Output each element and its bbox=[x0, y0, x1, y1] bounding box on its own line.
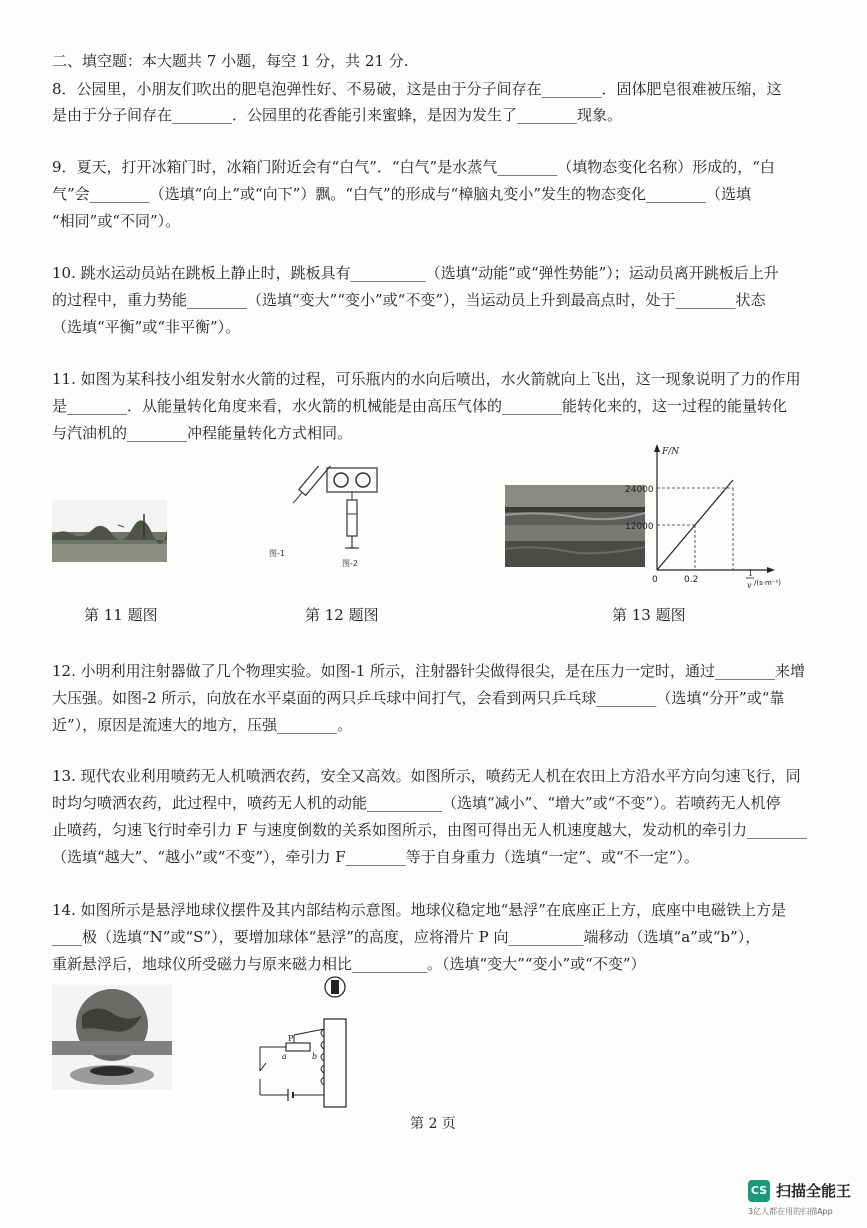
fig12-label-1: 图-1 bbox=[269, 549, 285, 558]
q12-line-1: 12. 小明利用注射器做了几个物理实验。如图-1 所示，注射器针尖做得很尖，是在压力一定时，通过________来增 bbox=[52, 662, 806, 680]
camscanner-name: 扫描全能王 bbox=[776, 1182, 852, 1200]
q13-line-4: （选填“越大”、“越小”或“不变”），牵引力 F________等于自身重力（选填“一定”、或“不一定”）。 bbox=[52, 848, 699, 866]
q8-line-2: 是由于分子间存在________．公园里的花香能引来蜜蜂，是因为发生了________现象。 bbox=[52, 106, 623, 124]
graph-origin: 0 bbox=[652, 575, 658, 585]
circuit-label-a: a bbox=[282, 1052, 287, 1061]
camscanner-tagline: 3亿人都在用的扫描App bbox=[748, 1207, 833, 1216]
q13-line-1: 13. 现代农业利用喷药无人机喷洒农药，安全又高效。如图所示，喷药无人机在农田上方沿水平方向匀速飞行，同 bbox=[52, 767, 801, 785]
fig13-caption: 第 13 题图 bbox=[612, 606, 686, 624]
q11-line-2: 是________．从能量转化角度来看，水火箭的机械能是由高压气体的________能转化来的，这一过程的能量转化 bbox=[52, 397, 788, 415]
q8-line-1: 8．公园里，小朋友们吹出的肥皂泡弹性好、不易破，这是由于分子间存在________．固体肥皂很难被压缩，这 bbox=[52, 80, 782, 98]
fig12-caption: 第 12 题图 bbox=[305, 606, 379, 624]
circuit-label-b: b bbox=[312, 1052, 318, 1061]
q13-line-3: 止喷药，匀速飞行时牵引力 F 与速度倒数的关系如图所示，由图可得出无人机速度越大，发动机的牵引力________ bbox=[52, 821, 807, 839]
fig11-caption: 第 11 题图 bbox=[84, 606, 158, 624]
force-velocity-graph bbox=[620, 440, 790, 595]
fig12-label-2: 图-2 bbox=[342, 559, 358, 568]
q9-line-1: 9．夏天，打开冰箱门时，冰箱门附近会有“白气”．“白气”是水蒸气________（填物态变化名称）形成的，“白 bbox=[52, 158, 775, 176]
graph-y-tick-24000: 24000 bbox=[625, 485, 654, 495]
page-number: 第 2 页 bbox=[410, 1116, 456, 1132]
graph-x-unit: /(s·m⁻¹) bbox=[754, 579, 782, 587]
graph-x-tick: 0.2 bbox=[684, 575, 699, 585]
circuit-label-p: P bbox=[288, 1034, 294, 1043]
graph-y-tick-12000: 12000 bbox=[625, 522, 654, 532]
q11-line-1: 11. 如图为某科技小组发射水火箭的过程，可乐瓶内的水向后喷出，水火箭就向上飞出，这一现象说明了力的作用 bbox=[52, 370, 801, 388]
floating-globe-photo bbox=[52, 985, 172, 1090]
q14-line-1: 14. 如图所示是悬浮地球仪摆件及其内部结构示意图。地球仪稳定地“悬浮”在底座正上方，底座中电磁铁上方是 bbox=[52, 901, 786, 919]
q10-line-3: （选填“平衡”或“非平衡”）。 bbox=[52, 318, 241, 336]
q10-line-1: 10. 跳水运动员站在跳板上静止时，跳板具有__________（选填“动能”或“弹性势能”）；运动员离开跳板后上升 bbox=[52, 264, 779, 282]
q12-line-2: 大压强。如图-2 所示，向放在水平桌面的两只乒乓球中间打气，会看到两只乒乓球________（选填“分开”或“靠 bbox=[52, 689, 785, 707]
graph-x-label-den: v bbox=[747, 581, 752, 590]
q12-line-3: 近”），原因是流速大的地方，压强________。 bbox=[52, 716, 353, 734]
q9-line-2: 气”会________（选填“向上”或“向下”）飘。“白气”的形成与“樟脑丸变小”发生的物态变化________（选填 bbox=[52, 185, 752, 203]
graph-x-label-num: 1 bbox=[748, 569, 754, 578]
q14-line-3: 重新悬浮后，地球仪所受磁力与原来磁力相比__________。（选填“变大”“变小”或“不变”） bbox=[52, 955, 646, 973]
q14-line-2: ____极（选填“N”或“S”），要增加球体“悬浮”的高度，应将滑片 P 向__________端移动（选填“a”或“b”）， bbox=[52, 928, 761, 946]
graph-y-label: F/N bbox=[662, 447, 680, 457]
q11-line-3: 与汽油机的________冲程能量转化方式相同。 bbox=[52, 424, 353, 442]
syringe-diagrams bbox=[255, 466, 380, 578]
section-title: 二、填空题：本大题共 7 小题，每空 1 分，共 21 分. bbox=[52, 52, 409, 70]
q13-line-2: 时均匀喷洒农药，此过程中，喷药无人机的动能__________（选填“减小”、“增大”或“不变”）。若喷药无人机停 bbox=[52, 794, 781, 812]
camscanner-logo-icon: CS bbox=[748, 1180, 770, 1202]
q9-line-3: “相同”或“不同”）。 bbox=[52, 212, 181, 230]
water-rocket-photo bbox=[52, 500, 167, 562]
q10-line-2: 的过程中，重力势能________（选填“变大”“变小”或“不变”），当运动员上升到最高点时，处于________状态 bbox=[52, 291, 766, 309]
electromagnet-circuit-diagram bbox=[250, 975, 360, 1115]
